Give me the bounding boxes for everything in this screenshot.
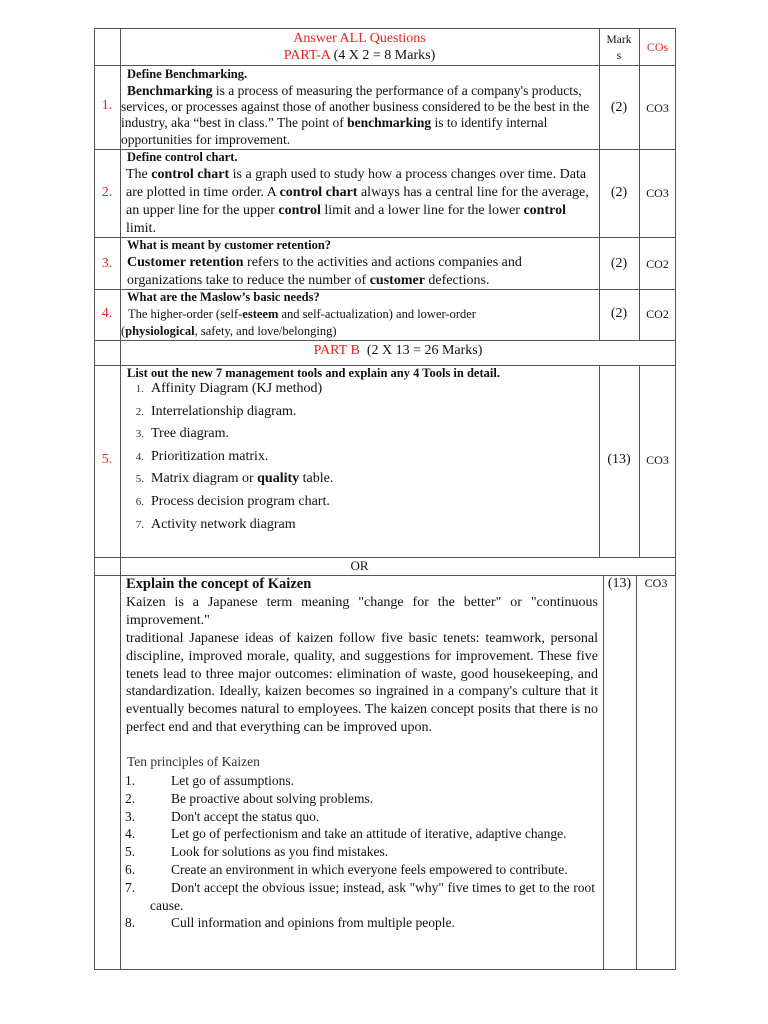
table-border-right [675,28,676,970]
part-a-marks: (4 X 2 = 8 Marks) [330,48,436,63]
row-line-1 [94,65,676,66]
marks-2: (2) [610,185,628,200]
management-tools-list [122,381,333,539]
question-paper-table [94,28,676,970]
answer-1: Benchmarking is a process of measuring the performance of a company's products, services, or processes against those of another business considered to be the best in the industry, aka “best in class.” The point of benchmarking is to identify internal opportunities for improvement. [121,83,590,147]
question-5-text: List out the new 7 management tools and explain any 4 Tools in detail. [127,366,500,380]
answer-3: Customer retention refers to the activities and actions companies and organizations take to reduce the number of customer defections. [127,255,522,288]
list-item: 1. Affinity Diagram (KJ method) [135,381,323,396]
co-3: CO2 [646,257,669,271]
question-2-text: Define control chart. [127,150,238,164]
ten-principles-title: Ten principles of Kaizen [127,754,260,769]
question-3-text: What is meant by customer retention? [127,238,332,252]
table-divider-cos-a [639,28,640,340]
or-label: OR [350,558,369,573]
marks-column-header: Marks [606,34,632,62]
kaizen-tenets: traditional Japanese ideas of kaizen follow five basic tenets: teamwork, personal discipline, improved morale, quality, and suggestions for improvement. These five tenets lead to three major outcomes: elimination of waste, good housekeeping, and standardization. Ideally, kaizen becomes so ingrained in a company's culture that it eventually becomes natural to employees. The kaizen concept posits that there is no perfect end and that everything can be improved upon. [126,631,598,735]
list-item: 6. Process decision program chart. [135,493,330,509]
question-number-3: 3. [101,256,113,271]
table-border-left [94,28,95,970]
kaizen-principles-list [125,772,595,932]
co-4: CO2 [646,307,669,321]
marks-5: (13) [607,452,631,467]
kaizen-definition: Kaizen is a Japanese term meaning "change for the better" or "continuous improvement." [126,595,598,628]
list-item: 2. Interrelationship diagram. [135,403,297,419]
list-item: 5. Matrix diagram or quality table. [135,471,334,487]
marks-1: (2) [610,100,628,115]
answer-4: The higher-order (self-esteem and self-actualization) and lower-order (physiological, safety, and love/belonging) [121,307,476,338]
list-item: 7. Activity network diagram [135,516,296,532]
list-item: 3. Tree diagram. [135,426,230,442]
part-b-marks: (2 X 13 = 26 Marks) [359,343,483,358]
part-a-heading [120,48,599,64]
list-item: 5. Look for solutions as you find mistakes. [125,844,389,860]
table-divider-marks-c [603,575,604,970]
list-item: 3. Don't accept the status quo. [125,808,320,824]
list-item: 8. Cull information and opinions from multiple people. [125,915,455,931]
question-number-5: 5. [101,452,113,467]
cos-column-header: COs [646,40,669,54]
list-item: 4. Let go of perfectionism and take an attitude of iterative, adaptive change. [125,826,567,842]
table-divider-cos-c [636,575,637,970]
co-2: CO3 [646,186,669,200]
part-a-label: PART-A [283,48,331,63]
table-divider-number [120,28,121,970]
answer-all-title: Answer ALL Questions [293,31,426,46]
list-item: 2. Be proactive about solving problems. [125,790,374,806]
question-1-text: Define Benchmarking. [127,67,248,81]
table-divider-marks-a [599,28,600,340]
co-kaizen: CO3 [644,576,668,590]
kaizen-question: Explain the concept of Kaizen [126,576,312,592]
table-border-bottom [94,969,676,970]
answer-2: The control chart is a graph used to study how a process changes over time. Data are plotted in time order. A control chart always has a central line for the average, an upper line for the upper control limit and a lower line for the lower control limit. [126,167,589,236]
question-4-text: What are the Maslow’s basic needs? [127,290,320,304]
list-item: 7. Don't accept the obvious issue; instead, ask "why" five times to get to the root cause. [125,879,595,913]
list-item: 1. Let go of assumptions. [125,773,294,788]
co-5: CO3 [646,453,669,467]
marks-kaizen: (13) [607,576,632,591]
question-number-1: 1. [101,98,113,113]
list-item: 6. Create an environment in which everyone feels empowered to contribute. [125,861,568,877]
part-b-heading [120,343,676,359]
marks-3: (2) [610,256,628,271]
question-number-4: 4. [101,306,113,321]
part-b-label: PART B [313,343,360,358]
row-line-5 [94,340,676,341]
marks-4: (2) [610,306,628,321]
list-item: 4. Prioritization matrix. [135,448,269,464]
question-number-2: 2. [101,185,113,200]
co-1: CO3 [646,101,669,115]
table-border-top [94,28,676,29]
